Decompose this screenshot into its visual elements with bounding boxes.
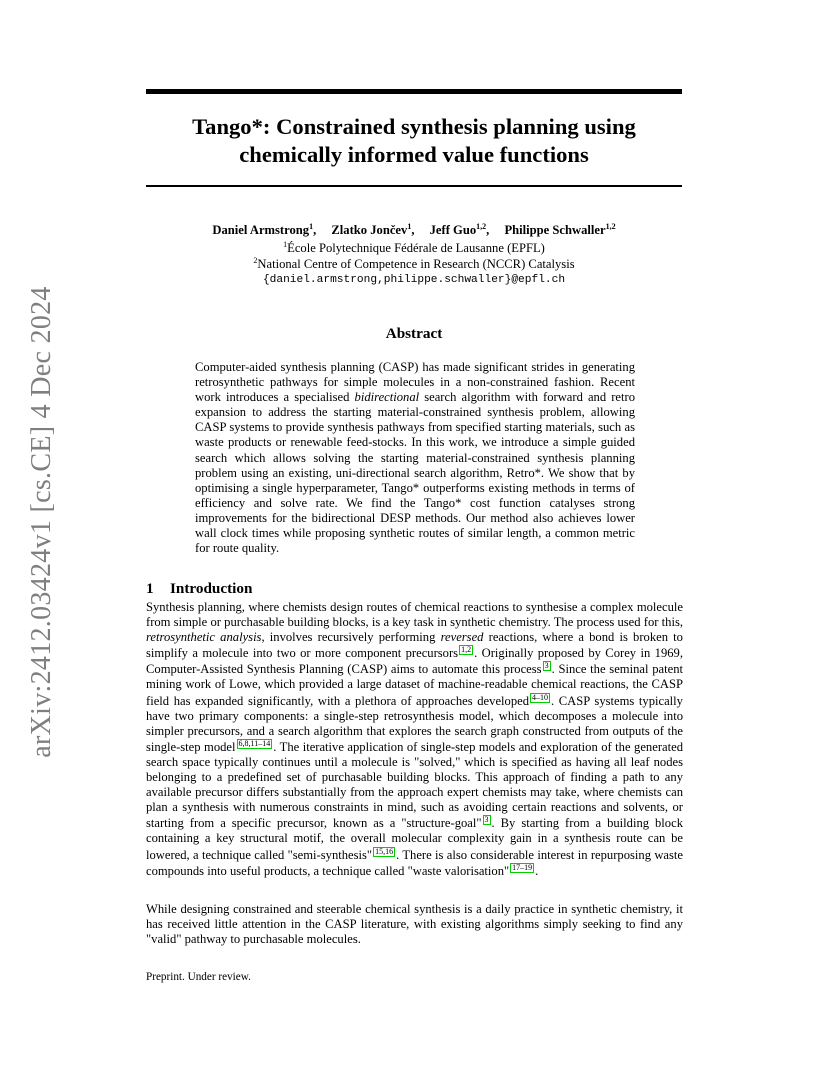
author-affil-mark: 1,2 — [605, 222, 616, 231]
citation-link[interactable]: 4–10 — [532, 692, 549, 702]
affiliation — [146, 240, 682, 256]
author: Jeff Guo$^{1,2}$, — [429, 222, 490, 237]
intro-paragraph-2: While designing constrained and steerable chemical synthesis is a daily practice in synthetic chemistry, it has received little attention in the CASP literature, with existing algorithms simply seeking to find any "valid" pathway to purchasable molecules. — [146, 902, 683, 947]
page-footer: Preprint. Under review. — [146, 971, 251, 983]
author-name: Philippe Schwaller — [504, 223, 606, 237]
title-line-1: Tango*: Constrained synthesis planning using — [192, 114, 636, 139]
abstract-text: Computer-aided synthesis planning (CASP) has made significant strides in generating retrosynthetic pathways for simple molecules in a non-constrained fashion. Recent work introduces a specialised bidirectional search algorithm with forward and retro expansion to address the starting material-constrained synthesis problem, allowing CASP systems to provide synthesis pathways from specified starting materials, such as waste products or renewable feed-stocks. In this work, we introduce a simple guided search which allows solving the starting material-constrained synthesis planning problem using an existing, uni-directional search algorithm, Retro*. We show that by optimising a single hyperparameter, Tango* outperforms existing methods in terms of efficiency and solve rate. We find the Tango* cost function catalyses strong improvements for the bidirectional DESP methods. Our method also achieves lower wall clock times while proposing synthetic routes of similar length, a common metric for route quality. — [195, 360, 635, 556]
affiliation-text: École Polytechnique Fédérale de Lausanne (EPFL) — [287, 241, 545, 255]
citation-link[interactable]: 6,8,11–14 — [238, 738, 271, 748]
section-number: 1 — [146, 580, 154, 597]
citation-link[interactable]: 1,2 — [461, 645, 472, 655]
section-heading — [146, 579, 252, 599]
affiliation — [146, 256, 682, 272]
citation-link[interactable]: 17–19 — [512, 862, 533, 872]
author: Zlatko Jončev$^1$, — [331, 222, 415, 237]
author-list — [146, 222, 682, 239]
citation-link[interactable]: 15,16 — [375, 846, 394, 856]
citation-link[interactable]: 3 — [544, 661, 549, 671]
author-affil-mark: 1 — [309, 222, 314, 231]
title-rule-bottom — [146, 185, 682, 187]
arxiv-side-stamp: arXiv:2412.03424v1 [cs.CE] 4 Dec 2024 — [26, 286, 57, 758]
author-email[interactable]: {daniel.armstrong,philippe.schwaller}@epfl.ch — [262, 274, 566, 286]
author-affil-mark: 1 — [407, 222, 412, 231]
citation-link[interactable]: 3 — [484, 815, 489, 825]
intro-paragraph-1: Synthesis planning, where chemists design routes of chemical reactions to synthesise a complex molecule from simple or purchasable building blocks, is a key task in synthetic chemistry. The process used for this, retrosynthetic analysis, involves recursively performing reversed reactions, where a bond is broken to simplify a molecule into two or more component precursors 1,2 . Originally proposed by Corey in 1969, Computer-Assisted Synthesis Planning (CASP) aims to automate this process 3 . Since the seminal patent mining work of Lowe, which provided a large dataset of machine-readable chemical reactions, the CASP field has expanded significantly, with a plethora of approaches developed 4–10 . CASP systems typically have two primary components: a single-step retrosynthesis model, which decomposes a molecule into simpler precursors, and a search algorithm that explores the search graph constructed from outputs of the single-step model 6,8,11–14 . The iterative application of single-step models and exploration of the generated search space typically continues until a molecule is "solved," which is specified as having all leaf nodes belonging to a predefined set of purchasable building blocks. This approach of finding a path to any available precursor differs substantially from the approach expert chemists may take, where chemists can plan a synthesis with numerous constraints in mind, such as avoiding certain reactions and solvents, or starting from a specific precursor, known as a "structure-goal" 3 . By starting from a building block containing a key structural motif, the overall molecular complexity gain in a synthesis route can be lowered, a technique called "semi-synthesis" 15,16 . There is also considerable interest in repurposing waste compounds into useful products, a technique called "waste valorisation" 17–19 . — [146, 600, 683, 878]
author-name: Jeff Guo — [429, 223, 477, 237]
author-name: Daniel Armstrong — [212, 223, 310, 237]
author: Daniel Armstrong$^1$, — [212, 222, 317, 237]
abstract-heading: Abstract — [385, 325, 443, 342]
title-line-2: chemically informed value functions — [239, 142, 589, 167]
affiliation-mark: 1 — [283, 240, 288, 249]
paper-title — [146, 113, 682, 169]
author — [504, 222, 615, 239]
author-name: Zlatko Jončev — [331, 223, 408, 237]
title-rule-top — [146, 89, 682, 94]
affiliation-text: National Centre of Competence in Research (NCCR) Catalysis — [257, 257, 575, 271]
section-title: Introduction — [170, 580, 253, 597]
affiliation-mark: 2 — [253, 256, 258, 265]
author-affil-mark: 1,2 — [476, 222, 487, 231]
